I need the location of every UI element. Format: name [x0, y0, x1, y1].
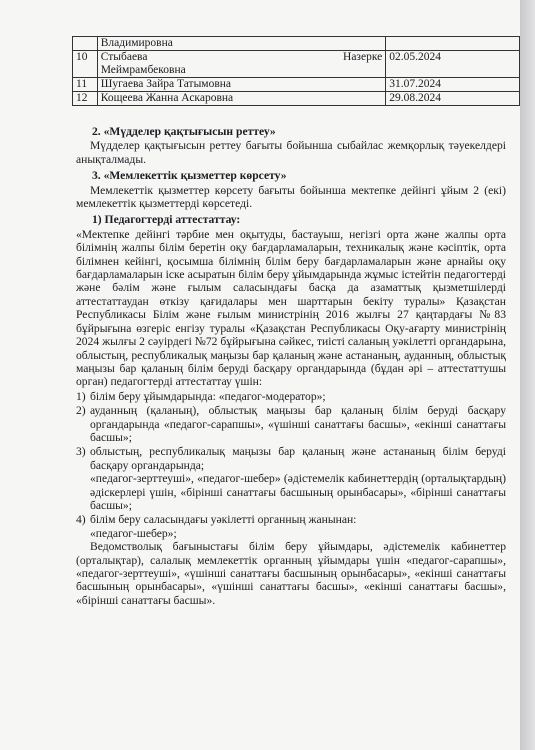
subsection-heading: 1) Педагогтерді аттестаттау: — [92, 213, 241, 227]
paragraph: Ведомстволық бағыныстағы білім беру ұйымдары, әдістемелік кабинеттер (орталықтар), салалық мемлекеттік органның ұйымдары үшін «педагог-сарапшы», «педагог-зерттеуші», «үшінші санаттағы басшының орынбасары», «екінші санаттағы басшының орынбасары», «үшінші санаттағы басшы», «екінші санаттағы басшы», «бірінші санаттағы басшы». — [76, 540, 506, 607]
name-cell: Стыбаева Назерке Меймрамбековна — [97, 51, 386, 78]
staff-table — [72, 36, 520, 106]
list-item: 2) ауданның (қаланың), облыстық маңызы бар қаланың білім беруді басқару органдарында «педагог-сарапшы», «үшінші санаттағы басшы», «екінші санаттағы басшы»; — [76, 404, 506, 444]
section-heading: 3. «Мемлекеттік қызметтер көрсету» — [92, 169, 287, 183]
paragraph: Мүдделер қақтығысын реттеу бағыты бойынша сыбайлас жемқорлық тәуекелдері анықталмады. — [76, 139, 506, 166]
row-number: 11 — [73, 78, 98, 92]
name-cell: Кощеева Жанна Аскаровна — [97, 92, 386, 106]
quoted-paragraph: «Мектепке дейінгі тәрбие мен оқытуды, бастауыш, негізгі орта және жалпы орта білімнің жалпы білім беретін оқу бағдарламаларын, техникалық және кәсіптік, орта білімнен кейінгі, қосымша білімнің білім беру бағдарламаларын және арнайы оқу бағдарламаларын іске асыратын білім беру ұйымдарында жұмыс істейтін педагогтерді және бәлім және ғылым саласындағы басқа да азаматтық қызметшілерді аттестаттаудан өткізу қағидалары мен шарттарын бекіту туралы» Қазақстан Республикасы Білім және ғылым министрінің 2016 жылғы 27 қаңтардағы №83 бұйрығына өзгеріс енгізу туралы «Қазақстан Республикасы Оқу-ағарту министрінің 2024 жылғы 2 сәуірдегі №72 бұйрығына сәйкес, тиісті саланың уәкілетті органдарына, облыстың, республикалық маңызы бар қаланың және астананың, ауданның, облыстық маңызы бар қаланың білім беруді басқару органдарында (бұдан әрі – аттестаттушы орган) педагогтерді аттестаттау үшін: — [76, 227, 506, 389]
date-cell: 29.08.2024 — [386, 92, 520, 106]
name-cell: Владимировна — [97, 37, 386, 51]
date-cell: 02.05.2024 — [386, 51, 520, 78]
list-item: 3) облыстың, республикалық маңызы бар қаланың және астананың білім беруді басқару органдарында; — [76, 445, 506, 472]
list-item: 4) білім беру саласындағы уәкілетті органның жанынан: — [76, 513, 357, 527]
table-row — [73, 51, 520, 78]
list-item-continuation: «педагог-зерттеуші», «педагог-шебер» (әдістемелік кабинеттердің (орталықтардың) әдіскерлері үшін, «бірінші санаттағы басшының орынбасары», «бірінші санаттағы басшы»; — [90, 472, 506, 512]
row-number: 12 — [73, 92, 98, 106]
section-heading: 2. «Мүдделер қақтығысын реттеу» — [92, 125, 276, 138]
list-item: 1) білім беру ұйымдарында: «педагог-модератор»; — [76, 389, 326, 403]
name-cell: Шугаева Зайра Татымовна — [97, 78, 386, 92]
list-item-continuation: «педагог-шебер»; — [90, 526, 177, 540]
table-row — [73, 92, 520, 106]
table-row — [73, 78, 520, 92]
table-row — [73, 37, 520, 51]
date-cell: 31.07.2024 — [386, 78, 520, 92]
document-body — [76, 122, 506, 607]
page-edge — [520, 0, 535, 750]
paragraph: Мемлекеттік қызметтер көрсету бағыты бойынша мектепке дейінгі ұйым 2 (екі) мемлекеттік қызметтерді көрсетеді. — [76, 183, 506, 211]
row-number: 10 — [73, 51, 98, 78]
